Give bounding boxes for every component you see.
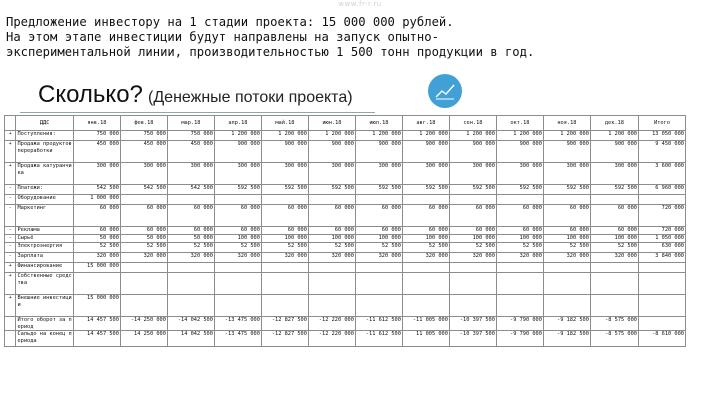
table-row xyxy=(5,317,686,331)
table-row xyxy=(5,195,686,205)
table-cell: 1 000 000 xyxy=(73,195,120,205)
row-marker: - xyxy=(5,195,16,205)
table-cell xyxy=(308,273,355,295)
table-cell xyxy=(261,195,308,205)
table-cell xyxy=(355,195,402,205)
table-cell xyxy=(214,263,261,273)
table-cell: -14 250 000 xyxy=(120,317,167,331)
table-row xyxy=(5,253,686,263)
column-header: окт.18 xyxy=(496,116,543,131)
table-cell: -9 182 500 xyxy=(543,317,590,331)
table-cell: -12 220 000 xyxy=(308,331,355,347)
table-cell: 60 000 xyxy=(167,205,214,227)
table-cell: 1 200 000 xyxy=(402,131,449,141)
table-cell: -10 397 500 xyxy=(449,317,496,331)
row-label: Оборудование xyxy=(16,195,73,205)
table-cell: -12 827 500 xyxy=(261,317,308,331)
table-cell: 592 500 xyxy=(402,185,449,195)
table-cell: 320 000 xyxy=(543,253,590,263)
table-cell: 60 000 xyxy=(355,205,402,227)
table-cell: 1 200 000 xyxy=(261,131,308,141)
table-cell: 320 000 xyxy=(73,253,120,263)
row-label: Зарплата xyxy=(16,253,73,263)
table-cell: 320 000 xyxy=(449,253,496,263)
intro-text xyxy=(6,15,706,60)
table-cell xyxy=(214,195,261,205)
table-cell: 6 960 000 xyxy=(638,185,685,195)
table-cell: 3 840 000 xyxy=(638,253,685,263)
row-marker: + xyxy=(5,131,16,141)
table-cell: 14 457 500 xyxy=(73,317,120,331)
table-cell: 592 500 xyxy=(543,185,590,195)
table-cell xyxy=(261,263,308,273)
table-cell: -8 575 000 xyxy=(590,317,638,331)
table-cell: 60 000 xyxy=(543,227,590,235)
table-cell: 720 000 xyxy=(638,227,685,235)
table-cell xyxy=(261,295,308,317)
column-header: авг.18 xyxy=(402,116,449,131)
table-row xyxy=(5,331,686,347)
column-header: янв.18 xyxy=(73,116,120,131)
table-cell xyxy=(355,295,402,317)
table-cell: 900 000 xyxy=(402,141,449,163)
table-cell: 320 000 xyxy=(496,253,543,263)
title-sub: (Денежные потоки проекта) xyxy=(148,89,353,106)
table-cell: 100 000 xyxy=(402,235,449,243)
table-cell: 900 000 xyxy=(449,141,496,163)
table-cell: 300 000 xyxy=(543,163,590,185)
column-header: май.18 xyxy=(261,116,308,131)
table-cell xyxy=(449,273,496,295)
table-cell: 592 500 xyxy=(261,185,308,195)
column-header: ноя.18 xyxy=(543,116,590,131)
table-cell: 300 000 xyxy=(402,163,449,185)
table-cell: 320 000 xyxy=(214,253,261,263)
line-chart-icon xyxy=(428,74,462,108)
row-marker: - xyxy=(5,185,16,195)
table-cell: 11 005 000 xyxy=(402,331,449,347)
table-row xyxy=(5,243,686,253)
table-cell xyxy=(167,273,214,295)
row-marker: + xyxy=(5,141,16,163)
table-cell xyxy=(308,295,355,317)
table-cell xyxy=(308,263,355,273)
table-cell: 592 500 xyxy=(449,185,496,195)
table-cell: 100 000 xyxy=(496,235,543,243)
table-cell: 300 000 xyxy=(214,163,261,185)
column-header: мар.18 xyxy=(167,116,214,131)
table-cell xyxy=(120,273,167,295)
table-row xyxy=(5,273,686,295)
table-cell: -9 182 500 xyxy=(543,331,590,347)
column-header: июл.18 xyxy=(355,116,402,131)
table-cell: 52 500 xyxy=(308,243,355,253)
table-cell: 750 000 xyxy=(73,131,120,141)
table-cell: 1 200 000 xyxy=(543,131,590,141)
table-cell: 300 000 xyxy=(449,163,496,185)
table-cell: 50 000 xyxy=(120,235,167,243)
table-cell: 1 200 000 xyxy=(355,131,402,141)
table-cell: 52 500 xyxy=(402,243,449,253)
table-cell: 60 000 xyxy=(214,205,261,227)
intro-line-1: Предложение инвестору на 1 стадии проекта: 15 000 000 рублей. xyxy=(6,15,454,29)
table-cell: 320 000 xyxy=(355,253,402,263)
table-cell: 1 200 000 xyxy=(214,131,261,141)
table-row xyxy=(5,131,686,141)
table-cell: 15 000 000 xyxy=(73,295,120,317)
table-cell: 60 000 xyxy=(590,205,638,227)
table-cell: 60 000 xyxy=(308,227,355,235)
table-cell: 60 000 xyxy=(496,227,543,235)
table-cell xyxy=(120,195,167,205)
table-cell: 60 000 xyxy=(449,227,496,235)
row-label: Маркетинг xyxy=(16,205,73,227)
table-cell xyxy=(402,263,449,273)
table-cell xyxy=(590,273,638,295)
table-cell: 100 000 xyxy=(308,235,355,243)
table-cell: 60 000 xyxy=(214,227,261,235)
table-cell: 720 000 xyxy=(638,205,685,227)
table-cell: 100 000 xyxy=(261,235,308,243)
table-cell: 52 500 xyxy=(543,243,590,253)
table-cell xyxy=(496,263,543,273)
table-cell: -9 790 000 xyxy=(496,317,543,331)
table-cell: -8 610 000 xyxy=(638,331,685,347)
table-cell: 9 450 000 xyxy=(638,141,685,163)
table-cell: 300 000 xyxy=(308,163,355,185)
row-label: Сальдо на конец периода xyxy=(16,331,73,347)
row-marker xyxy=(5,317,16,331)
table-cell xyxy=(590,295,638,317)
table-cell: 60 000 xyxy=(261,227,308,235)
table-cell: -13 475 000 xyxy=(214,317,261,331)
table-cell xyxy=(167,295,214,317)
table-cell: 60 000 xyxy=(120,205,167,227)
table-cell xyxy=(261,273,308,295)
table-cell: 542 500 xyxy=(120,185,167,195)
row-marker: - xyxy=(5,253,16,263)
table-cell: 450 000 xyxy=(120,141,167,163)
table-cell: 15 000 000 xyxy=(73,263,120,273)
table-cell: -14 042 500 xyxy=(167,317,214,331)
table-cell: 1 050 000 xyxy=(638,235,685,243)
table-cell: 592 500 xyxy=(496,185,543,195)
table-cell xyxy=(214,295,261,317)
table-cell xyxy=(543,295,590,317)
table-cell: 320 000 xyxy=(261,253,308,263)
table-cell xyxy=(638,317,685,331)
row-label: Продажа продуктов переработки xyxy=(16,141,73,163)
row-label: Платежи: xyxy=(16,185,73,195)
table-cell xyxy=(402,295,449,317)
table-cell: 320 000 xyxy=(120,253,167,263)
row-label: Финансирование xyxy=(16,263,73,273)
table-cell: 300 000 xyxy=(355,163,402,185)
table-row xyxy=(5,295,686,317)
table-cell: 300 000 xyxy=(167,163,214,185)
row-marker: - xyxy=(5,227,16,235)
table-cell xyxy=(638,195,685,205)
table-cell: 630 000 xyxy=(638,243,685,253)
table-cell: 3 600 000 xyxy=(638,163,685,185)
table-cell: 900 000 xyxy=(355,141,402,163)
table-cell: 1 200 000 xyxy=(590,131,638,141)
table-cell xyxy=(73,273,120,295)
table-cell xyxy=(449,295,496,317)
table-cell: -8 575 000 xyxy=(590,331,638,347)
table-cell: 60 000 xyxy=(543,205,590,227)
row-label: Собственные средства xyxy=(16,273,73,295)
table-cell: 900 000 xyxy=(590,141,638,163)
cash-flow-table xyxy=(4,115,686,347)
table-cell: 592 500 xyxy=(355,185,402,195)
table-cell: 14 457 500 xyxy=(73,331,120,347)
column-header: июн.18 xyxy=(308,116,355,131)
table-row xyxy=(5,141,686,163)
table-cell: 60 000 xyxy=(402,205,449,227)
table-cell: 592 500 xyxy=(590,185,638,195)
table-cell: 300 000 xyxy=(120,163,167,185)
column-header: фев.18 xyxy=(120,116,167,131)
table-cell: 60 000 xyxy=(449,205,496,227)
table-cell: 450 000 xyxy=(73,141,120,163)
intro-line-2: На этом этапе инвестиции будут направлены на запуск опытно- xyxy=(6,30,439,44)
table-cell: 542 500 xyxy=(73,185,120,195)
table-cell xyxy=(214,273,261,295)
watermark: www.fr-r.ru xyxy=(338,0,382,8)
title-main: Сколько? xyxy=(38,81,143,108)
table-cell: 900 000 xyxy=(308,141,355,163)
table-cell: -13 475 000 xyxy=(214,331,261,347)
table-cell: 100 000 xyxy=(590,235,638,243)
row-marker: - xyxy=(5,243,16,253)
column-header: ДДС xyxy=(16,116,73,131)
table-cell xyxy=(590,195,638,205)
row-marker xyxy=(5,331,16,347)
row-marker: + xyxy=(5,263,16,273)
table-cell: 52 500 xyxy=(496,243,543,253)
table-cell: -11 005 000 xyxy=(402,317,449,331)
column-header: дек.18 xyxy=(590,116,638,131)
table-cell: 320 000 xyxy=(167,253,214,263)
row-marker: - xyxy=(5,235,16,243)
table-row xyxy=(5,163,686,185)
table-cell: 13 050 000 xyxy=(638,131,685,141)
table-cell: 320 000 xyxy=(590,253,638,263)
title-underline xyxy=(20,112,375,113)
table-cell: -12 220 000 xyxy=(308,317,355,331)
table-cell xyxy=(638,295,685,317)
table-cell: 300 000 xyxy=(73,163,120,185)
table-cell: 100 000 xyxy=(449,235,496,243)
table-cell: 1 200 000 xyxy=(449,131,496,141)
table-cell: 60 000 xyxy=(261,205,308,227)
row-label: Итого оборот за период xyxy=(17,317,72,330)
table-cell: 900 000 xyxy=(496,141,543,163)
table-cell xyxy=(638,263,685,273)
row-label: Реклама xyxy=(16,227,73,235)
table-cell xyxy=(167,263,214,273)
table-cell: 60 000 xyxy=(308,205,355,227)
table-cell xyxy=(496,195,543,205)
row-label: Продажа катуранчика xyxy=(16,163,73,185)
row-label: Электроэнергия xyxy=(16,243,73,253)
table-cell: 100 000 xyxy=(214,235,261,243)
table-cell: 52 500 xyxy=(120,243,167,253)
table-cell: 52 500 xyxy=(214,243,261,253)
table-cell xyxy=(402,195,449,205)
table-cell xyxy=(120,295,167,317)
table-cell: -11 612 500 xyxy=(355,331,402,347)
table-cell: 900 000 xyxy=(214,141,261,163)
table-cell: -11 612 500 xyxy=(355,317,402,331)
table-cell xyxy=(496,295,543,317)
table-cell: 52 500 xyxy=(590,243,638,253)
table-cell: 900 000 xyxy=(261,141,308,163)
column-header: Итого xyxy=(638,116,685,131)
table-cell: 592 500 xyxy=(308,185,355,195)
slide-title xyxy=(38,81,353,109)
table-cell: 1 200 000 xyxy=(308,131,355,141)
table-cell: 60 000 xyxy=(496,205,543,227)
row-marker: + xyxy=(5,295,16,317)
table-cell xyxy=(167,195,214,205)
table-cell xyxy=(402,273,449,295)
column-header: апр.18 xyxy=(214,116,261,131)
table-cell: 52 500 xyxy=(355,243,402,253)
table-cell: 52 500 xyxy=(261,243,308,253)
table-cell: 52 500 xyxy=(167,243,214,253)
table-cell: 50 000 xyxy=(73,235,120,243)
table-cell xyxy=(308,195,355,205)
table-cell: -9 790 000 xyxy=(496,331,543,347)
table-cell: 14 042 500 xyxy=(167,331,214,347)
table-cell: 60 000 xyxy=(73,205,120,227)
table-cell: 60 000 xyxy=(167,227,214,235)
table-cell: 60 000 xyxy=(73,227,120,235)
intro-line-3: экспериментальной линии, производительностью 1 500 тонн продукции в год. xyxy=(6,45,535,59)
table-row xyxy=(5,227,686,235)
table-cell xyxy=(638,273,685,295)
row-marker: - xyxy=(5,205,16,227)
table-cell: -12 827 500 xyxy=(261,331,308,347)
table-cell xyxy=(449,195,496,205)
row-marker: + xyxy=(5,163,16,185)
table-header-row xyxy=(5,116,686,131)
table-cell: -10 397 500 xyxy=(449,331,496,347)
table-cell: 52 500 xyxy=(449,243,496,253)
table-cell: 450 000 xyxy=(167,141,214,163)
table-cell: 1 200 000 xyxy=(496,131,543,141)
table-cell: 300 000 xyxy=(261,163,308,185)
table-cell: 542 500 xyxy=(167,185,214,195)
table-cell xyxy=(543,273,590,295)
table-cell: 750 000 xyxy=(167,131,214,141)
table-cell: 60 000 xyxy=(590,227,638,235)
table-cell: 60 000 xyxy=(120,227,167,235)
table-cell xyxy=(543,195,590,205)
table-cell: 320 000 xyxy=(308,253,355,263)
table-cell xyxy=(590,263,638,273)
table-cell: 300 000 xyxy=(496,163,543,185)
table-cell: 52 500 xyxy=(73,243,120,253)
table-cell: 60 000 xyxy=(355,227,402,235)
row-label: Сырьё xyxy=(16,235,73,243)
table-cell xyxy=(355,273,402,295)
table-cell: 750 000 xyxy=(120,131,167,141)
table-cell: 900 000 xyxy=(543,141,590,163)
header-marker-cell xyxy=(5,116,16,131)
table-cell xyxy=(543,263,590,273)
table-cell xyxy=(496,273,543,295)
row-label: Поступления: xyxy=(16,131,73,141)
table-cell: 320 000 xyxy=(402,253,449,263)
table-row xyxy=(5,185,686,195)
table-cell: 14 250 000 xyxy=(120,331,167,347)
table-cell: 300 000 xyxy=(590,163,638,185)
table-cell: 50 000 xyxy=(167,235,214,243)
table-row xyxy=(5,205,686,227)
table-cell: 592 500 xyxy=(214,185,261,195)
table-cell: 100 000 xyxy=(355,235,402,243)
table-cell: 60 000 xyxy=(402,227,449,235)
column-header: сен.18 xyxy=(449,116,496,131)
table-cell xyxy=(120,263,167,273)
table-cell xyxy=(449,263,496,273)
table-cell xyxy=(355,263,402,273)
row-label: Внешние инвестиции xyxy=(16,295,73,317)
row-marker: + xyxy=(5,273,16,295)
table-row xyxy=(5,235,686,243)
table-row xyxy=(5,263,686,273)
table-cell: 100 000 xyxy=(543,235,590,243)
